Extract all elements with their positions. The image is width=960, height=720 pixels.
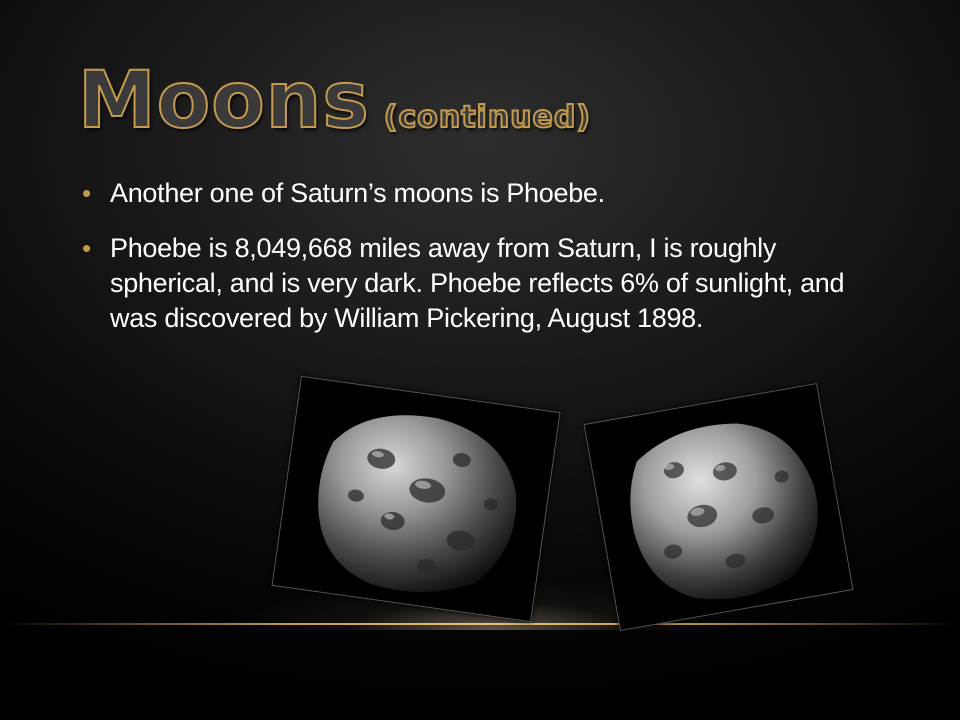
moon-image-icon — [273, 377, 560, 621]
bullet-item — [82, 176, 882, 211]
bullet-icon: • — [82, 233, 92, 263]
bullet-item — [82, 231, 882, 336]
title-subtitle: (continued) — [383, 100, 592, 135]
floor-line — [0, 623, 960, 625]
bullet-list — [82, 176, 882, 356]
phoebe-photo-left — [272, 376, 561, 622]
phoebe-photo-right — [584, 383, 854, 631]
slide-title — [78, 56, 591, 146]
bullet-icon: • — [82, 178, 92, 208]
bullet-text: Phoebe is 8,049,668 miles away from Saturn, I is roughly spherical, and is very dark. Phoebe reflects 6% of sunlight, and was discovered by William Pickering, August 1898. — [110, 233, 845, 333]
title-main: Moons — [78, 56, 370, 146]
bullet-text: Another one of Saturn’s moons is Phoebe. — [110, 178, 605, 208]
moon-image-icon — [585, 384, 853, 630]
